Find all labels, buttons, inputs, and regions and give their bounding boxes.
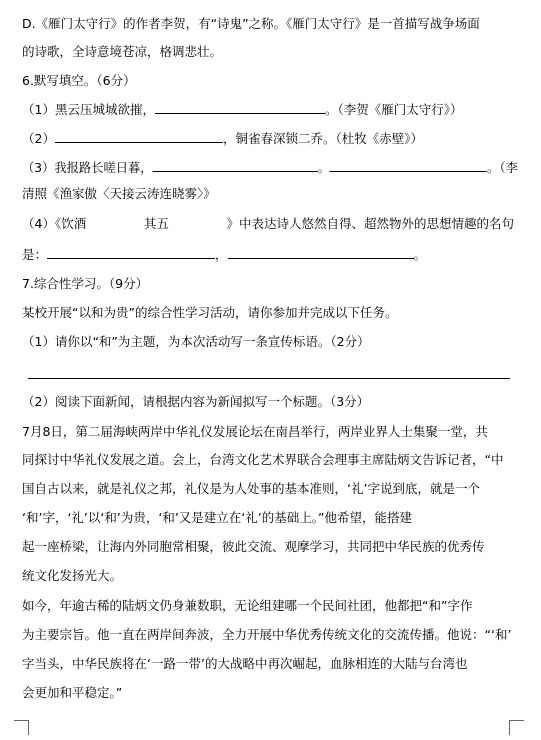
news-paragraph-2-line-1: 如今，年逾古稀的陆炳文仍身兼数职，无论组建哪一个民间社团，他都把“和”字作 [22,598,473,613]
news-paragraph-2-line-4: 会更加和平稳定。” [22,685,123,700]
q6-item-2-number: （2） [22,131,55,146]
answer-blank[interactable] [228,246,414,259]
question-7-heading: 7.综合性学习。（9分） [22,276,149,291]
q6-item-1 [22,101,462,118]
answer-blank[interactable] [330,159,487,172]
question-6-heading: 6.默写填空。（6分） [22,73,136,88]
option-d-line-1: D.《雁门太守行》的作者李贺，有“诗鬼”之称。《雁门太守行》是一首描写战争场面 [22,16,480,31]
option-d-line-2: 的诗歌，全诗意境苍凉，格调悲壮。 [22,44,223,59]
q6-item-3-punct: 。 [317,160,330,175]
q6-item-2-source: ，铜雀春深锁二乔。（杜牧《赤壁》） [222,131,423,146]
q7-task-1: （1）请你以“和”为主题，为本次活动写一条宣传标语。（2分） [22,334,370,349]
q6-item-4-answer-line [22,246,426,263]
q6-item-4 [22,216,514,232]
q6-item-4-period: 。 [413,247,427,262]
news-paragraph-1-line-2: 同探讨中华礼仪发展之道。会上，台湾文化艺术界联合会理事主席陆炳文告诉记者，“中 [22,452,504,467]
answer-blank[interactable] [47,246,215,259]
q6-item-3-source-start: 。（李 [487,160,518,175]
crop-mark-bottom-right [509,720,524,735]
q6-item-4-prompt: 》中表达诗人悠然自得、超然物外的思想情趣的名句 [226,216,514,231]
answer-blank[interactable] [55,130,223,143]
q6-item-1-prompt: （1）黑云压城城欲摧， [22,102,155,117]
news-paragraph-1-line-5: 起一座桥梁，让海内外同胞常相聚，彼此交流、观摩学习，共同把中华民族的优秀传 [22,539,485,554]
q6-item-4-title: （4）《饮酒 [22,216,87,231]
answer-blank[interactable] [153,159,318,172]
q6-item-4-comma: ， [215,247,228,262]
news-paragraph-2-line-2: 为主要宗旨。他一直在两岸间奔波，全力开展中华优秀传统文化的交流传播。他说：“‘和’ [22,627,512,642]
news-paragraph-2-line-3: 字当头，中华民族将在‘一路一带’的大战略中再次崛起，血脉相连的大陆与台湾也 [22,656,468,671]
q6-item-2 [22,130,423,147]
q7-task-2: （2）阅读下面新闻，请根据内容为新闻拟写一个标题。（3分） [22,394,370,409]
q6-item-4-subtitle: 其五 [143,216,169,231]
news-paragraph-1-line-6: 统文化发扬光大。 [22,568,123,583]
news-paragraph-1-line-3: 国自古以来，就是礼仪之邦，礼仪是为人处事的基本准则，‘礼’字说到底，就是一个 [22,481,480,496]
crop-mark-bottom-left [14,720,29,735]
news-paragraph-1-line-4: ‘和’字，‘礼’以‘和’为贵，‘和’又是建立在‘礼’的基础上。”他希望，能搭建 [22,510,412,525]
q6-item-3 [22,159,518,176]
question-7-intro: 某校开展“以和为贵”的综合性学习活动，请你参加并完成以下任务。 [22,305,398,320]
q6-item-3-source-end: 清照《渔家傲〈天接云涛连晓雾〉》 [22,186,216,201]
news-paragraph-1-line-1: 7月8日，第二届海峡两岸中华礼仪发展论坛在南昌举行，两岸业界人士集聚一堂，共 [22,424,488,439]
answer-blank[interactable] [155,101,325,114]
q6-item-3-prompt: （3）我报路长嗟日暮， [22,160,153,175]
slogan-answer-line[interactable] [28,378,510,379]
q6-item-1-source: 。（李贺《雁门太守行》） [324,102,463,117]
q6-item-4-prefix: 是： [22,247,48,262]
